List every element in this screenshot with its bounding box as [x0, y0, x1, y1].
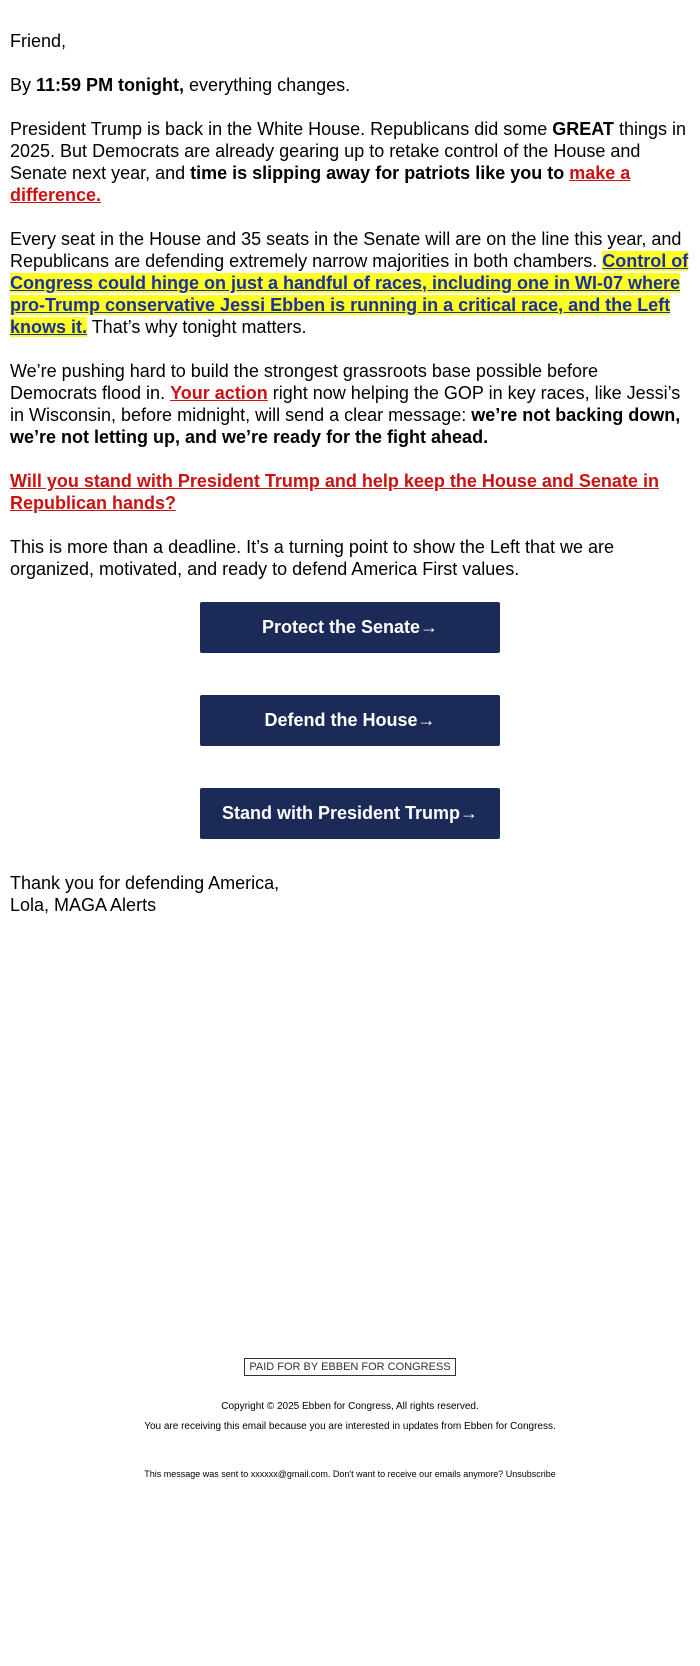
deadline-text-pre: By: [10, 75, 37, 95]
p2-text-2: things in 2025. But Democrats are already gearing up to retake control of the House and Senate next year, and: [10, 119, 686, 183]
sent-to-text: [0, 1469, 700, 1479]
p4-text-2: right now helping the GOP in key races, like Jessi’s in Wisconsin, before midnight, will send a clear message:: [10, 383, 681, 425]
button-row-trump: [10, 788, 690, 839]
make-a-difference-link[interactable]: make a difference.: [10, 163, 631, 205]
p4-text-1: We’re pushing hard to build the strongest grassroots base possible before Democrats flood in.: [10, 361, 599, 403]
p3-text-1: Every seat in the House and 35 seats in the Senate will are on the line this year, and Republicans are defending extremely narrow majorities in both chambers.: [10, 229, 682, 271]
signoff-line-2: Lola, MAGA Alerts: [10, 895, 157, 915]
stand-with-trump-link[interactable]: Will you stand with President Trump and help keep the House and Senate in Republican hands?: [10, 471, 659, 513]
paragraph-stand-with: [10, 470, 690, 514]
sent-to-message: This message was sent to xxxxxx@gmail.com. Don't want to receive our emails anymore?: [144, 1469, 506, 1479]
paid-for-box: PAID FOR BY EBBEN FOR CONGRESS: [244, 1358, 455, 1376]
unsubscribe-link[interactable]: Unsubscribe: [505, 1469, 556, 1479]
p3-text-2: That’s why tonight matters.: [87, 317, 307, 337]
control-of-congress-link[interactable]: Control of Congress could hinge on just a handful of races, including one in WI-07 where pro-Trump conservative Jessi Ebben is running in a critical race, and the Left knows it.: [10, 251, 689, 337]
your-action-link[interactable]: Your action: [170, 383, 268, 403]
signoff: [10, 872, 690, 916]
paragraph-deadline: [10, 74, 690, 96]
paragraph-seats: [10, 228, 690, 338]
button-row-senate: [10, 602, 690, 653]
signoff-line-1: Thank you for defending America,: [10, 873, 280, 893]
p4-bold-message: we’re not backing down, we’re not letting up, and we’re ready for the fight ahead.: [10, 405, 681, 447]
defend-house-button[interactable]: Defend the House→: [200, 695, 500, 746]
email-body: [10, 30, 690, 916]
stand-with-trump-button[interactable]: Stand with President Trump→: [200, 788, 500, 839]
receiving-reason-text: You are receiving this email because you are interested in updates from Ebben for Congress.: [144, 1421, 556, 1432]
deadline-time: 11:59 PM tonight,: [36, 75, 185, 95]
paid-for-disclaimer: [0, 1357, 700, 1376]
protect-senate-button[interactable]: Protect the Senate→: [200, 602, 500, 653]
paragraph-trump-back: [10, 118, 690, 206]
p2-bold-great: GREAT: [552, 119, 614, 139]
p2-bold-slipping: time is slipping away for patriots like you to: [190, 163, 570, 183]
paragraph-grassroots: [10, 360, 690, 448]
greeting: Friend,: [10, 31, 67, 51]
deadline-text-post: everything changes.: [184, 75, 351, 95]
copyright-text: Copyright © 2025 Ebben for Congress, All rights reserved.: [221, 1401, 479, 1412]
p2-text-1: President Trump is back in the White House. Republicans did some: [10, 119, 553, 139]
paragraph-turning-point: This is more than a deadline. It’s a turning point to show the Left that we are organized, motivated, and ready to defend America First values.: [10, 537, 615, 579]
button-row-house: [10, 695, 690, 746]
